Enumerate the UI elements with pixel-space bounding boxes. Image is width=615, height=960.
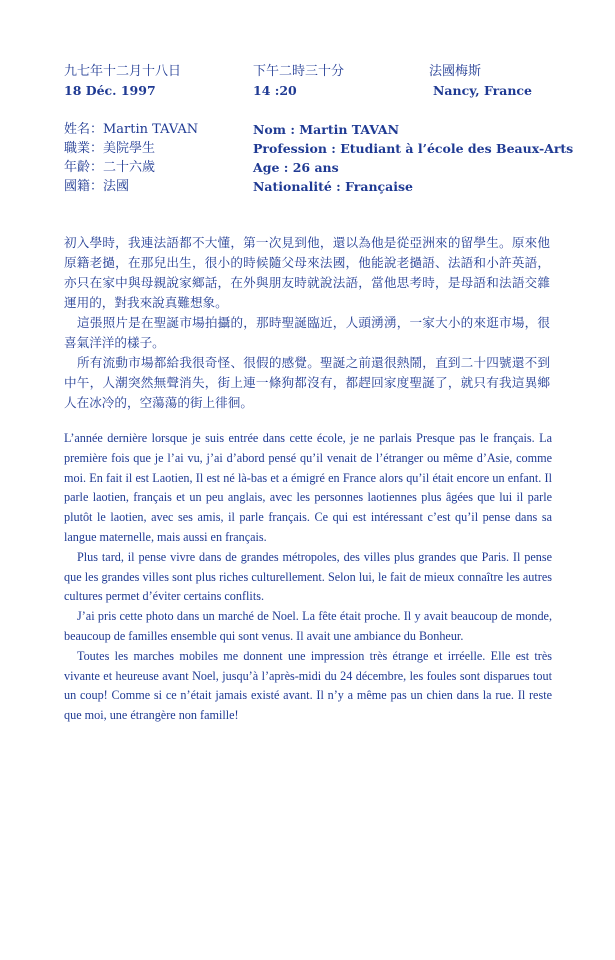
- french-paragraph-3: J’ai pris cette photo dans un marché de Noel. La fête était proche. Il y avait beaucoup de monde, beaucoup de familles ensemble qui sont venus. Il avait une ambiance du Bonheur.: [64, 609, 552, 643]
- french-paragraph-2: Plus tard, il pense vivre dans de grandes métropoles, des villes plus grandes que Paris. Il pense que les grandes villes sont plus riches culturellement. Selon lui, le fait de mieux connaître les autres cultures permet d’éviter certains conflits.: [64, 549, 552, 604]
- french-paragraph-1: L’année dernière lorsque je suis entrée dans cette école, je ne parlais Presque pas le français. La première fois que je l’ai vu, j’ai d’abord pensé qu’il venait de l’étranger ou même d’Asie, comme moi. En fait il est Laotien, Il est né là-bas et a émigré en France alors qu’il était encore un enfant. Il parle laotien, français et un peu anglais, avec les personnes laotiennes plus âgées que lui il parle plutôt le laotien, avec ses amis, il parle français. Ce qui est intéressant c’est qu’il pense dans sa langue maternelle, mais aussi en français.: [64, 431, 552, 544]
- profile-zh-occupation: 職業：美院學生: [64, 141, 156, 156]
- time-zh: 下午二時三十分: [253, 64, 345, 79]
- date-zh: 九七年十二月十八日: [64, 64, 182, 79]
- profile-fr-age: Age : 26 ans: [253, 160, 339, 175]
- french-text: [64, 429, 552, 726]
- profile-zh-name: 姓名：Martin TAVAN: [64, 122, 199, 137]
- header-block: [64, 62, 564, 102]
- chinese-paragraph-2: 這張照片是在聖誕市場拍攝的，那時聖誕臨近，人頭湧湧，一家大小的來逛市場，很喜氣洋洋的樣子。: [64, 315, 550, 350]
- date-fr: 18 Déc. 1997: [64, 83, 156, 98]
- profile-fr-profession: Profession : Etudiant à l’école des Beaux-Arts: [253, 141, 574, 156]
- chinese-text: [64, 233, 550, 413]
- profile-zh-age: 年齡：二十六歲: [64, 160, 156, 175]
- time-fr: 14 :20: [253, 83, 297, 98]
- place-fr: Nancy, France: [433, 83, 532, 98]
- profile-fr-nationality: Nationalité : Française: [253, 179, 413, 194]
- profile-block: [64, 120, 574, 200]
- chinese-paragraph-1: 初入學時，我連法語都不大懂，第一次見到他，還以為他是從亞洲來的留學生。原來他原籍老撾，在那兒出生，很小的時候隨父母來法國，他能說老撾語、法語和小許英語，亦只在家中與母親說家鄉話，在外與朋友時就說法語，當他思考時，是母語和法語交雜運用的，對我來說真難想象。: [64, 235, 550, 310]
- profile-fr-name: Nom : Martin TAVAN: [253, 122, 400, 137]
- profile-zh-nationality: 國籍：法國: [64, 179, 130, 194]
- place-zh: 法國梅斯: [429, 64, 482, 79]
- chinese-paragraph-3: 所有流動市場都給我很奇怪、很假的感覺。聖誕之前還很熱鬧，直到二十四號還不到中午，人潮突然無聲消失，街上連一條狗都沒有，都趕回家度聖誕了，就只有我這異鄉人在冰冷的，空蕩蕩的街上徘徊。: [64, 355, 550, 410]
- french-paragraph-4: Toutes les marches mobiles me donnent une impression très étrange et irréelle. Elle est très vivante et heureuse avant Noel, jusqu’à l’après-midi du 24 décembre, les foules sont disparues tout un coup! Comme si ce n’était jamais existé avant. Il n’y a même pas un chien dans la rue. Il reste que moi, une étrangère non famille!: [64, 648, 552, 723]
